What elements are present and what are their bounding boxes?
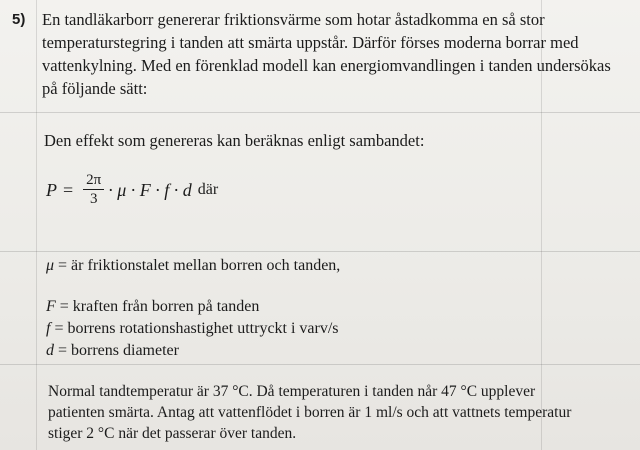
power-formula — [46, 166, 218, 214]
grid-line — [0, 364, 640, 365]
final-line: Normal tandtemperatur är 37 °C. Då temperaturen i tanden når 47 °C upplever — [48, 383, 536, 400]
formula-numerator: 2π — [86, 172, 102, 188]
intro-line: En tandläkarborr genererar friktionsvärme som hotar åstadkomma en så stor — [42, 10, 545, 29]
intro-line: temperaturstegring i tanden att smärta uppstår. Därför förses moderna borrar med — [42, 33, 579, 52]
definition-text: = är friktionstalet mellan borren och tanden, — [54, 257, 341, 274]
grid-line — [36, 0, 37, 450]
definition-diameter — [46, 341, 179, 360]
grid-line — [0, 112, 640, 113]
formula-denominator: 3 — [89, 191, 98, 207]
question-number: 5) — [12, 11, 26, 28]
definition-mu — [46, 256, 340, 275]
definition-text: = borrens diameter — [54, 342, 179, 359]
final-line: patienten smärta. Antag att vattenflödet i borren är 1 ml/s och att vattnets temperatur — [48, 404, 572, 421]
formula-equals: = — [63, 179, 74, 200]
intro-line: vattenkylning. Med en förenklad modell kan energiomvandlingen i tanden undersökas — [42, 56, 611, 75]
definition-text: = borrens rotationshastighet uttryckt i varv/s — [50, 320, 339, 337]
final-line: stiger 2 °C när det passerar över tanden. — [48, 425, 297, 442]
grid-line — [0, 251, 640, 252]
definition-symbol: d — [46, 342, 54, 359]
definition-symbol: f — [46, 320, 51, 337]
formula-lhs: P — [46, 179, 57, 200]
definition-symbol: F — [46, 298, 56, 315]
definition-text: = kraften från borren på tanden — [55, 298, 260, 315]
definition-symbol: μ — [46, 257, 55, 274]
intro-line: på följande sätt: — [42, 79, 148, 98]
definition-frequency — [46, 319, 339, 338]
formula-fraction — [83, 172, 104, 208]
effect-sentence: Den effekt som genereras kan beräknas enligt sambandet: — [44, 131, 425, 150]
formula-suffix: där — [197, 181, 219, 198]
definition-force — [46, 297, 259, 316]
formula-product: · μ · F · f · d — [108, 179, 192, 200]
